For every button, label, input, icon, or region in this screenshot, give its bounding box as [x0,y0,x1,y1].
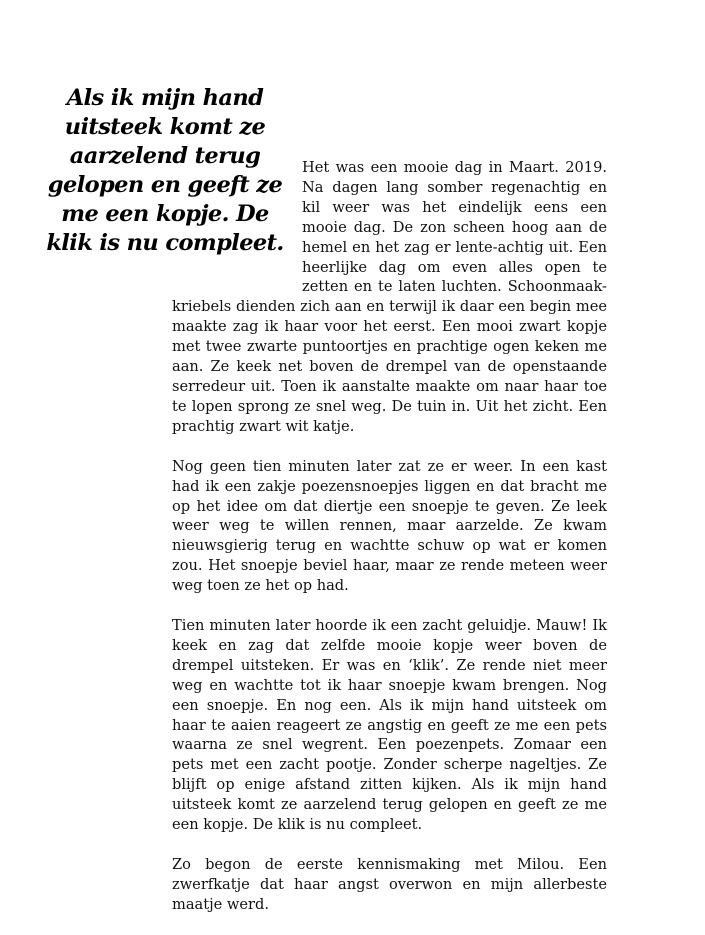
pull-quote: Als ik mijn hand uitsteek komt ze aarzelend terug gelopen en geeft ze me een kopje. De klik is nu compleet. [46,85,284,256]
story-text [172,158,607,935]
paragraph-2: Nog geen tien minuten later zat ze er weer. In een kast had ik een zakje poezensnoepjes liggen en dat bracht me op het idee om dat diertje een snoepje te geven. Ze leek weer weg te willen rennen, maar aarzelde. Ze kwam nieuwsgierig terug en wachtte schuw op wat er komen zou. Het snoepje beviel haar, maar ze rende meteen weer weg toen ze het op had. [172,457,607,595]
paragraph-4: Zo begon de eerste kennismaking met Milou. Een zwerfkatje dat haar angst overwon en mijn allerbeste maatje werd. [172,856,607,913]
quote-wrap-spacer [172,158,302,297]
paragraph-3: Tien minuten later hoorde ik een zacht geluidje. Mauw! Ik keek en zag dat zelfde mooie kopje weer boven de drempel uitsteken. Er was en ‘klik’. Ze rende niet meer weg en wachtte tot ik haar snoepje kwam brengen. Nog een snoepje. En nog een. Als ik mijn hand uitsteek om haar te aaien reageert ze angstig en geeft ze me een pets waarna ze snel wegrent. Een poezenpets. Zomaar een pets met een zacht pootje. Zonder scherpe nageltjes. Ze blijft op enige afstand zitten kijken. Als ik mijn hand uitsteek komt ze aarzelend terug gelopen en geeft ze me een kopje. De klik is nu compleet. [172,617,607,834]
paragraph-1: Het was een mooie dag in Maart. 2019. Na dagen lang somber regenachtig en kil weer was het eindelijk eens een mooie dag. De zon scheen hoog aan de hemel en het zag er lente-achtig uit. Een heerlijke dag om even alles open te zetten en te laten luchten. Schoonmaak-kriebels dienden zich aan en terwijl ik daar een begin mee maakte zag ik haar voor het eerst. Een mooi zwart kopje met twee zwarte puntoortjes en prachtige ogen keken me aan. Ze keek net boven de drempel van de openstaande serredeur uit. Toen ik aanstalte maakte om naar haar toe te lopen sprong ze snel weg. De tuin in. Uit het zicht. Een prachtig zwart wit katje. [172,159,607,435]
